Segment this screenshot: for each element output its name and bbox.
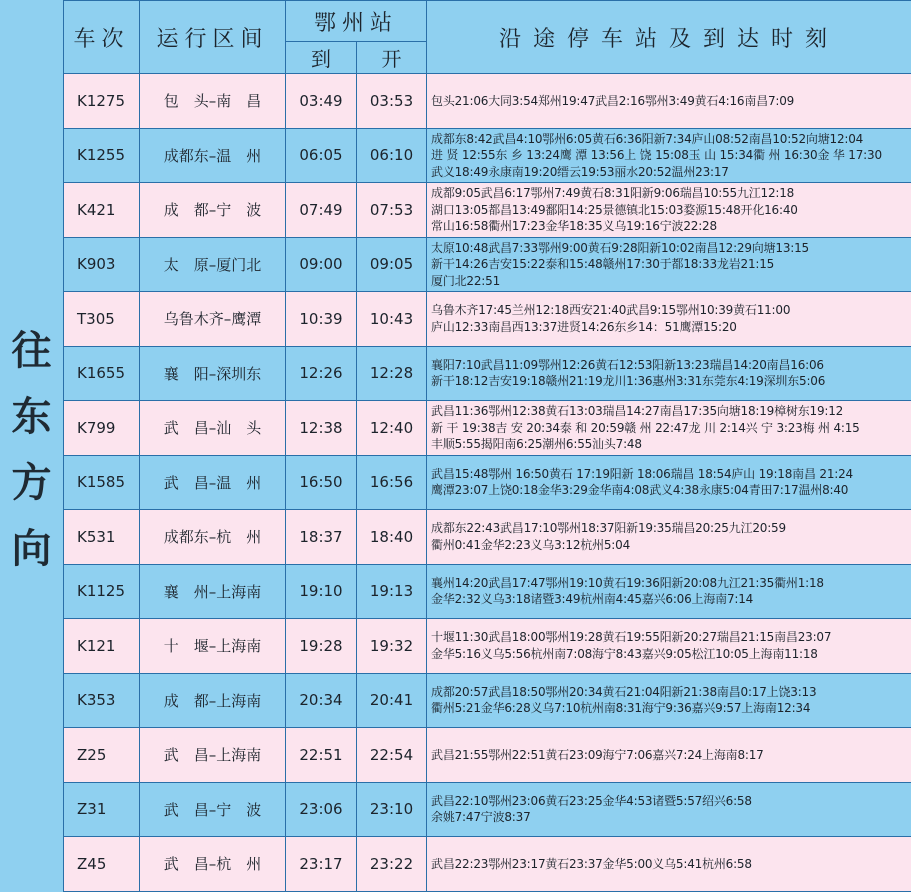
depart-time-cell: 23:22 — [357, 837, 427, 892]
route-cell: 包 头–南 昌 — [140, 74, 286, 129]
train-number-cell: K1655 — [64, 346, 140, 401]
table-row — [64, 673, 911, 728]
arrive-time-cell: 19:10 — [286, 564, 357, 619]
stops-cell: 乌鲁木齐17:45兰州12:18西安21:40武昌9:15鄂州10:39黄石11:00 庐山12:33南昌西13:37进贤14:26东乡14：51鹰潭15:20 — [427, 292, 911, 347]
route-cell: 太 原–厦门北 — [140, 237, 286, 292]
depart-time-cell: 16:56 — [357, 455, 427, 510]
table-row — [64, 183, 911, 238]
header-stops: 沿途停车站及到达时刻 — [427, 1, 911, 74]
train-number-cell: K1255 — [64, 128, 140, 183]
stops-cell: 成都东8:42武昌4:10鄂州6:05黄石6:36阳新7:34庐山08:52南昌10:52向塘12:04 进 贤 12:55东 乡 13:24鹰 潭 13:56上 饶 15:08玉 山 15:34衢 州 16:30金 华 17:30 武义18:49永康南19:20缙云19:53丽水20:52温州23:17 — [427, 128, 911, 183]
depart-time-cell: 06:10 — [357, 128, 427, 183]
stops-cell: 十堰11:30武昌18:00鄂州19:28黄石19:55阳新20:27瑞昌21:15南昌23:07 金华5:16义乌5:56杭州南7:08海宁8:43嘉兴9:05松江10:05上海南11:18 — [427, 619, 911, 674]
arrive-time-cell: 07:49 — [286, 183, 357, 238]
arrive-time-cell: 20:34 — [286, 673, 357, 728]
table-row — [64, 510, 911, 565]
depart-time-cell: 19:32 — [357, 619, 427, 674]
stops-cell: 武昌15:48鄂州 16:50黄石 17:19阳新 18:06瑞昌 18:54庐山 19:18南昌 21:24 鹰潭23:07上饶0:18金华3:29金华南4:08武义4:38永康5:04青田7:17温州8:40 — [427, 455, 911, 510]
depart-time-cell: 10:43 — [357, 292, 427, 347]
stops-cell: 成都20:57武昌18:50鄂州20:34黄石21:04阳新21:38南昌0:17上饶3:13 衢州5:21金华6:28义乌7:10杭州南8:31海宁9:36嘉兴9:57上海南12:34 — [427, 673, 911, 728]
arrive-time-cell: 18:37 — [286, 510, 357, 565]
stops-cell: 太原10:48武昌7:33鄂州9:00黄石9:28阳新10:02南昌12:29向塘13:15 新干14:26吉安15:22泰和15:48赣州17:30于都18:33龙岩21:15 厦门北22:51 — [427, 237, 911, 292]
route-cell: 成 都–上海南 — [140, 673, 286, 728]
direction-label: 往 东 方 向 — [7, 300, 57, 582]
arrive-time-cell: 19:28 — [286, 619, 357, 674]
stops-cell: 包头21:06大同3:54郑州19:47武昌2:16鄂州3:49黄石4:16南昌7:09 — [427, 74, 911, 129]
route-cell: 乌鲁木齐–鹰潭 — [140, 292, 286, 347]
train-number-cell: K531 — [64, 510, 140, 565]
table-row — [64, 455, 911, 510]
train-number-cell: T305 — [64, 292, 140, 347]
depart-time-cell: 23:10 — [357, 782, 427, 837]
arrive-time-cell: 16:50 — [286, 455, 357, 510]
timetable — [63, 0, 911, 892]
train-number-cell: K903 — [64, 237, 140, 292]
header-station: 鄂州站 — [286, 1, 427, 42]
header-arrive: 到 — [286, 42, 357, 74]
table-row — [64, 346, 911, 401]
stops-cell: 武昌22:23鄂州23:17黄石23:37金华5:00义乌5:41杭州6:58 — [427, 837, 911, 892]
arrive-time-cell: 09:00 — [286, 237, 357, 292]
stops-cell: 襄阳7:10武昌11:09鄂州12:26黄石12:53阳新13:23瑞昌14:20南昌16:06 新干18:12吉安19:18赣州21:19龙川1:36惠州3:31东莞东4:19深圳东5:06 — [427, 346, 911, 401]
stops-cell: 武昌21:55鄂州22:51黄石23:09海宁7:06嘉兴7:24上海南8:17 — [427, 728, 911, 783]
header-row — [64, 1, 911, 42]
table-row — [64, 237, 911, 292]
train-number-cell: Z45 — [64, 837, 140, 892]
depart-time-cell: 19:13 — [357, 564, 427, 619]
depart-time-cell: 12:28 — [357, 346, 427, 401]
stops-cell: 武昌11:36鄂州12:38黄石13:03瑞昌14:27南昌17:35向塘18:19樟树东19:12 新 干 19:38吉 安 20:34泰 和 20:59赣 州 22:47龙 川 2:14兴 宁 3:23梅 州 4:15 丰顺5:55揭阳南6:25潮州6:55汕头7:48 — [427, 401, 911, 456]
stops-cell: 武昌22:10鄂州23:06黄石23:25金华4:53诸暨5:57绍兴6:58 余姚7:47宁波8:37 — [427, 782, 911, 837]
depart-time-cell: 12:40 — [357, 401, 427, 456]
route-cell: 十 堰–上海南 — [140, 619, 286, 674]
header-train: 车次 — [64, 1, 140, 74]
arrive-time-cell: 23:17 — [286, 837, 357, 892]
direction-label-panel — [0, 0, 65, 881]
table-row — [64, 619, 911, 674]
stops-cell: 成都东22:43武昌17:10鄂州18:37阳新19:35瑞昌20:25九江20:59 衢州0:41金华2:23义乌3:12杭州5:04 — [427, 510, 911, 565]
route-cell: 成都东–杭 州 — [140, 510, 286, 565]
train-number-cell: K1585 — [64, 455, 140, 510]
arrive-time-cell: 06:05 — [286, 128, 357, 183]
route-cell: 武 昌–上海南 — [140, 728, 286, 783]
route-cell: 襄 州–上海南 — [140, 564, 286, 619]
depart-time-cell: 09:05 — [357, 237, 427, 292]
train-number-cell: K421 — [64, 183, 140, 238]
train-number-cell: K1275 — [64, 74, 140, 129]
arrive-time-cell: 23:06 — [286, 782, 357, 837]
table-row — [64, 782, 911, 837]
route-cell: 成 都–宁 波 — [140, 183, 286, 238]
table-row — [64, 292, 911, 347]
train-number-cell: K1125 — [64, 564, 140, 619]
arrive-time-cell: 22:51 — [286, 728, 357, 783]
depart-time-cell: 03:53 — [357, 74, 427, 129]
table-row — [64, 401, 911, 456]
table-row — [64, 74, 911, 129]
arrive-time-cell: 03:49 — [286, 74, 357, 129]
depart-time-cell: 20:41 — [357, 673, 427, 728]
arrive-time-cell: 12:38 — [286, 401, 357, 456]
stops-cell: 襄州14:20武昌17:47鄂州19:10黄石19:36阳新20:08九江21:35衢州1:18 金华2:32义乌3:18诸暨3:49杭州南4:45嘉兴6:06上海南7:14 — [427, 564, 911, 619]
route-cell: 武 昌–宁 波 — [140, 782, 286, 837]
header-depart: 开 — [357, 42, 427, 74]
table-row — [64, 837, 911, 892]
arrive-time-cell: 10:39 — [286, 292, 357, 347]
train-number-cell: Z31 — [64, 782, 140, 837]
train-number-cell: K799 — [64, 401, 140, 456]
route-cell: 襄 阳–深圳东 — [140, 346, 286, 401]
route-cell: 武 昌–汕 头 — [140, 401, 286, 456]
train-number-cell: K353 — [64, 673, 140, 728]
depart-time-cell: 07:53 — [357, 183, 427, 238]
train-number-cell: Z25 — [64, 728, 140, 783]
train-number-cell: K121 — [64, 619, 140, 674]
route-cell: 武 昌–杭 州 — [140, 837, 286, 892]
route-cell: 武 昌–温 州 — [140, 455, 286, 510]
depart-time-cell: 18:40 — [357, 510, 427, 565]
stops-cell: 成都9:05武昌6:17鄂州7:49黄石8:31阳新9:06瑞昌10:55九江12:18 湖口13:05都昌13:49鄱阳14:25景德镇北15:03婺源15:48开化16:40 常山16:58衢州17:23金华18:35义乌19:16宁波22:28 — [427, 183, 911, 238]
timetable-body — [64, 74, 911, 892]
route-cell: 成都东–温 州 — [140, 128, 286, 183]
table-row — [64, 728, 911, 783]
header-route: 运行区间 — [140, 1, 286, 74]
table-row — [64, 564, 911, 619]
arrive-time-cell: 12:26 — [286, 346, 357, 401]
table-row — [64, 128, 911, 183]
depart-time-cell: 22:54 — [357, 728, 427, 783]
